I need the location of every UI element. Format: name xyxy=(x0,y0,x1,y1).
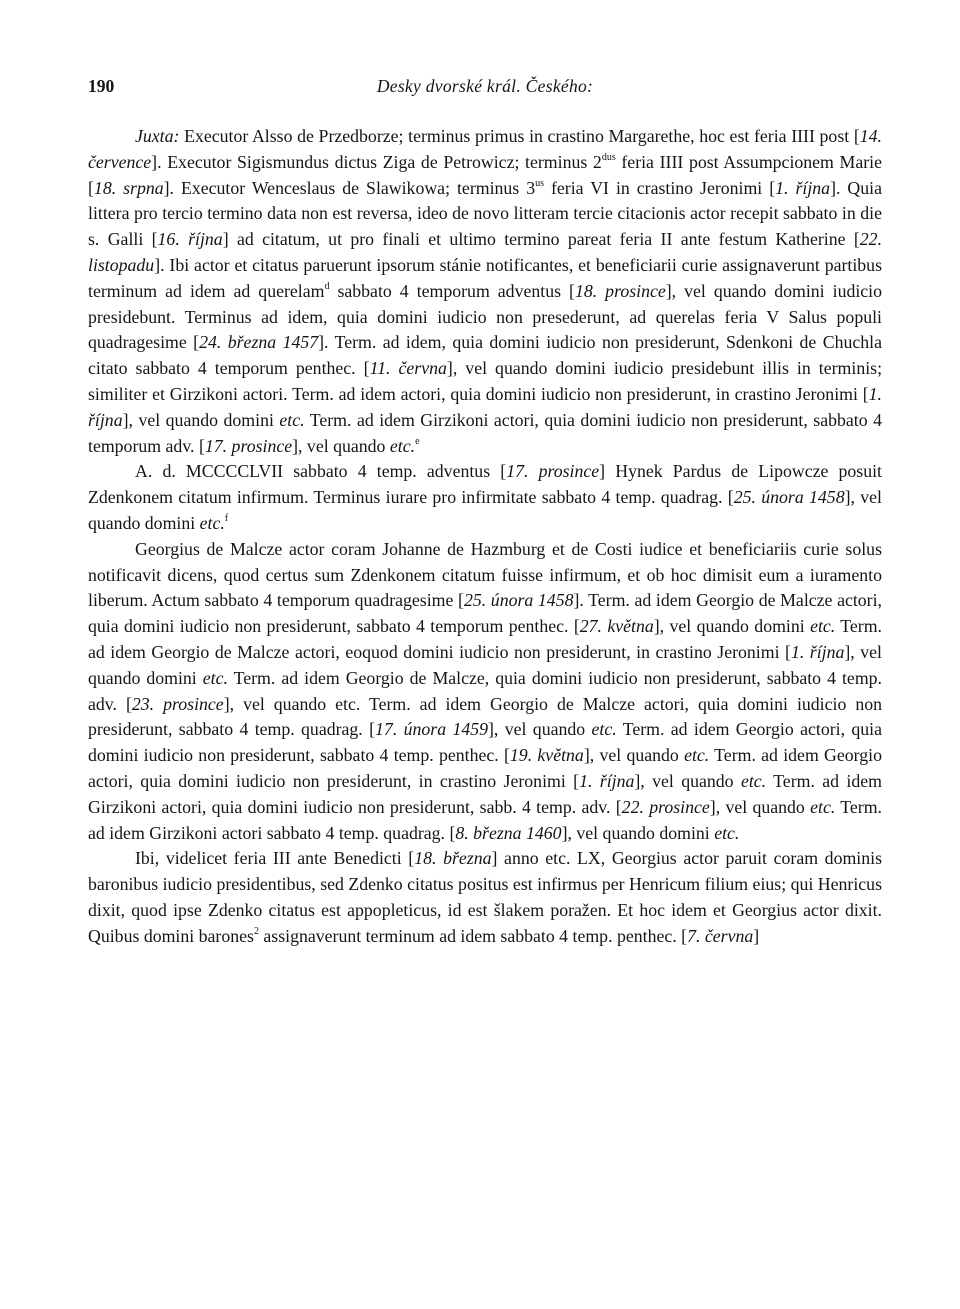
text-run: ], vel quando xyxy=(488,719,592,740)
text-run: ], vel quando domini xyxy=(122,409,280,430)
body-text xyxy=(88,124,882,950)
text-run: ]. Executor Sigismundus dictus Ziga de Petrowicz; terminus 2 xyxy=(151,151,602,172)
etc-abbrev: etc. xyxy=(684,745,710,766)
text-run: ]. Term. ad idem Georgio de Malcze actori, quia domini iudicio non presiderunt, sabbato 4 temporum penthec. [ xyxy=(88,590,882,637)
date-gloss: 24. března 1457 xyxy=(199,332,319,353)
footnote-marker: 2 xyxy=(253,925,259,937)
date-gloss: 16. října xyxy=(157,229,223,250)
text-run: A. d. MCCCCLVII sabbato 4 temp. adventus [ xyxy=(135,461,507,482)
date-gloss: 22. prosince xyxy=(621,796,710,817)
date-gloss: 14. července xyxy=(88,126,882,172)
date-gloss: 25. února 1458 xyxy=(463,590,574,611)
text-run: ] ad citatum, ut pro finali et ultimo termino pareat feria II ante festum Katherine [ xyxy=(222,229,860,250)
text-run: ] Hynek Pardus de Lipowcze posuit Zdenkonem citatum infirmum. Terminus iurare pro infirmitate sabbato 4 temp. quadrag. [ xyxy=(88,461,883,508)
superscript: us xyxy=(535,177,544,189)
footnote-marker: f xyxy=(224,513,229,525)
date-gloss: 18. března xyxy=(414,848,492,869)
date-gloss: 17. prosince xyxy=(506,461,600,482)
text-run: ], vel quando xyxy=(583,745,685,766)
text-run: ], vel quando domini xyxy=(653,616,811,637)
footnote-marker: d xyxy=(324,280,330,292)
text-run: Term. ad idem Girzikoni actori, quia domini iudicio non presiderunt, sabb. 4 temp. adv. [ xyxy=(88,770,882,817)
text-run: sabbato 4 temporum adventus [ xyxy=(329,280,575,301)
paragraph-ibi xyxy=(88,846,882,949)
text-run: Executor Alsso de Przedborze; terminus primus in crastino Margarethe, hoc est feria IIII post [ xyxy=(179,126,860,146)
text-run: Term. ad idem Georgio de Malcze, quia domini iudicio non presiderunt, sabbato 4 temp. adv. [ xyxy=(88,667,882,714)
date-gloss: 7. června xyxy=(687,925,754,946)
page-number: 190 xyxy=(88,76,115,96)
paragraph-juxta xyxy=(88,124,882,459)
date-gloss: 1. října xyxy=(775,177,831,198)
text-run: ], vel quando domini iudicio presidebunt illis in terminis; similiter et Girzikoni actori. Term. ad idem actori, quia domini iudicio non presiderunt, in crastino Jeronimi [ xyxy=(88,358,883,404)
etc-abbrev: etc. xyxy=(591,719,617,740)
date-gloss: 23. prosince xyxy=(131,693,224,714)
paragraph-georgius xyxy=(88,537,882,847)
date-gloss: 8. března 1460 xyxy=(455,822,562,843)
text-run: ] anno etc. LX, Georgius actor paruit coram dominis baronibus iudicio presidentibus, sed Zdenko citatus positus est infirmus per Henricum filium eius; qui Henricus dixit, quod ipse Zdenko citatus est appopleticus, id est šlakem poražen. Et hoc idem et Georgius actor dixit. Quibus domini barones xyxy=(88,848,882,946)
etc-abbrev: etc. xyxy=(279,409,305,430)
date-gloss: 17. prosince xyxy=(204,435,293,456)
date-gloss: 25. února 1458 xyxy=(733,487,845,508)
text-run: Term. ad idem Georgio actori, quia domini iudicio non presiderunt, sabbato 4 temp. penthec. [ xyxy=(88,719,882,766)
date-gloss: 1. října xyxy=(579,770,635,791)
date-gloss: 18. prosince xyxy=(574,280,666,301)
date-gloss: 1. října xyxy=(790,641,845,662)
text-run: ]. Quia littera pro tercio termino data non est reversa, ideo de novo litteram tercie citacionis actor recepit sabbato in die s. Galli [ xyxy=(88,177,882,250)
superscript: dus xyxy=(601,151,616,163)
text-run: ], vel quando domini xyxy=(561,822,715,843)
text-run: ], vel quando xyxy=(709,796,811,817)
date-gloss: 11. června xyxy=(369,358,447,379)
text-run: ]. Term. ad idem, quia domini iudicio non presiderunt, Sdenkoni de Chuchla citato sabbato 4 temporum penthec. [ xyxy=(88,332,882,379)
etc-abbrev: etc. xyxy=(810,796,836,817)
text-run: Georgius de Malcze actor coram Johanne de Hazmburg et de Costi iudice et beneficiariis curie solus notificavit dicens, quod certus sum Zdenkonem citatum fuisse infirmum, et ob hoc dimisit eum a iuramento liberum. Actum sabbato 4 temporum quadragesime [ xyxy=(88,538,882,611)
date-gloss: 17. února 1459 xyxy=(375,719,489,740)
etc-abbrev: etc. xyxy=(202,667,228,688)
page-header xyxy=(88,76,882,100)
etc-abbrev: etc. xyxy=(389,435,416,456)
text-run: Term. ad idem Girzikoni actori, quia domini iudicio non presiderunt, sabbato 4 temporum adv. [ xyxy=(88,409,882,456)
text-run: Ibi, videlicet feria III ante Benedicti [ xyxy=(135,848,415,869)
text-run: ], vel quando domini iudicio presidebunt. Terminus ad idem, quia domini iudicio non presederunt, ad querelas feria V Salus populi quadragesime [ xyxy=(88,280,883,353)
date-gloss: 18. srpna xyxy=(93,177,164,198)
footnote-marker: e xyxy=(415,435,420,447)
date-gloss: 19. května xyxy=(509,745,584,766)
date-gloss: 27. května xyxy=(579,616,654,637)
text-run: ], vel quando xyxy=(292,435,390,456)
date-gloss: 1. října xyxy=(88,383,882,430)
text-run: ]. Executor Wenceslaus de Slawikowa; terminus 3 xyxy=(163,177,536,198)
text-run: assignaverunt terminum ad idem sabbato 4 temp. penthec. [ xyxy=(258,925,688,946)
text-run: Term. ad idem Girzikoni actori sabbato 4 temp. quadrag. [ xyxy=(88,796,882,843)
etc-abbrev: etc. xyxy=(740,770,767,791)
entry-heading: Juxta: xyxy=(135,126,180,146)
running-title: Desky dvorské král. Českého: xyxy=(376,76,594,96)
text-run: feria IIII post Assumpcionem Marie [ xyxy=(88,151,882,198)
text-run: ], vel quando domini xyxy=(88,487,882,533)
etc-abbrev: etc. xyxy=(810,616,836,637)
text-run: Term. ad idem Georgio de Malcze actori, eoquod domini iudicio non presiderunt, in crastino Jeronimi [ xyxy=(88,616,882,662)
etc-abbrev: etc. xyxy=(714,822,740,843)
paragraph-hynek xyxy=(88,459,882,536)
date-gloss: 22. listopadu xyxy=(88,229,883,275)
text-run: ], vel quando xyxy=(634,770,741,791)
etc-abbrev: etc. xyxy=(199,512,225,533)
text-run: feria VI in crastino Jeronimi [ xyxy=(544,177,776,198)
text-run: ]. Ibi actor et citatus paruerunt ipsorum stánie notificantes, et beneficiarii curie assignaverunt partibus terminum ad idem ad querelam xyxy=(88,254,882,301)
text-run: ], vel quando domini xyxy=(88,641,882,688)
text-run: ] xyxy=(753,925,760,946)
text-run: ], vel quando etc. Term. ad idem Georgio de Malcze actori, quia domini iudicio non presiderunt, sabbato 4 temp. quadrag. [ xyxy=(88,693,882,740)
text-run: Term. ad idem Georgio actori, quia domini iudicio non presiderunt, in crastino Jeronimi [ xyxy=(88,745,882,791)
